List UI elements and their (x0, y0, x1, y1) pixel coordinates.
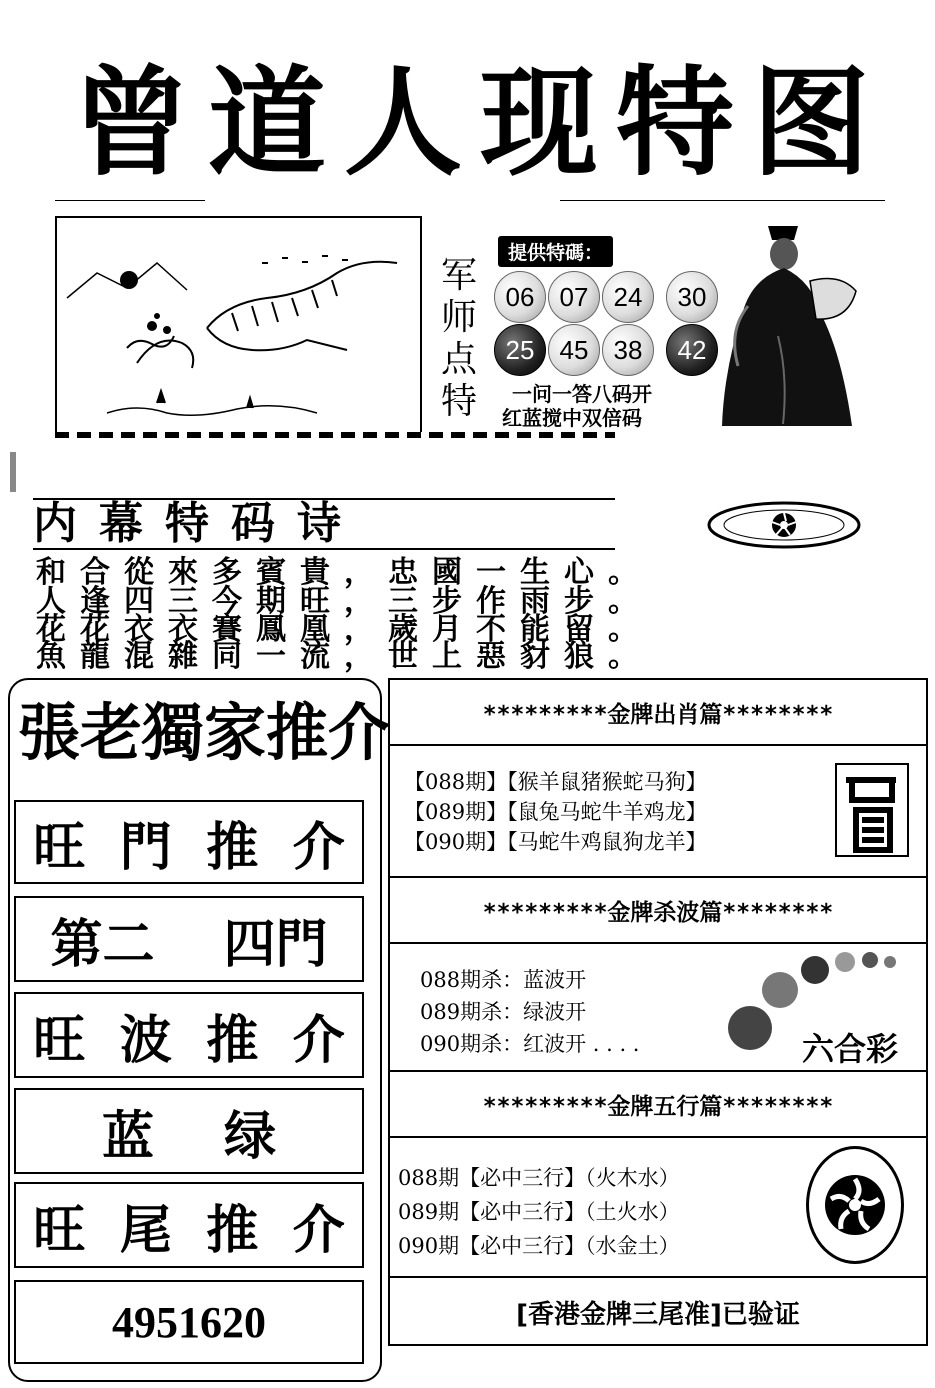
element-line: 089期【必中三行】（土火水） (398, 1200, 680, 1224)
poem-line: 和合從來多賓貴，忠國一生心。 (36, 555, 652, 590)
recommend-char: 推 (206, 816, 259, 878)
special-number-badge: 提供特碼： (498, 236, 613, 267)
number-ball: 06 (494, 271, 546, 323)
hk-emblem-banner-drawing (706, 500, 862, 550)
recommend-char: 旺 (33, 1199, 86, 1261)
hint-line-1: 一问一答八码开 (512, 382, 652, 406)
zodiac-line: 【090期】【马蛇牛鸡鼠狗龙羊】 (404, 830, 707, 854)
title-rule-left (55, 200, 205, 201)
strategist-label-char: 师 (440, 297, 477, 338)
recommend-char: 尾 (119, 1199, 172, 1261)
hk-emblem-banner (706, 500, 862, 550)
recommend-row (14, 896, 364, 982)
hint-line-2: 红蓝搅中双倍码 (502, 406, 642, 430)
recommend-char: 蓝 (101, 1105, 154, 1167)
number-ball: 45 (548, 324, 600, 376)
element-line: 090期【必中三行】（水金土） (398, 1234, 680, 1258)
recommend-char: 介 (292, 816, 345, 878)
number-ball: 07 (548, 271, 600, 323)
recommend-char: 四門 (223, 913, 328, 975)
recommend-row (14, 1280, 364, 1364)
strategist-label-char: 特 (440, 381, 477, 422)
hk-emblem-icon (806, 1146, 904, 1264)
section-divider (390, 1276, 926, 1278)
title-rule-right (560, 200, 885, 201)
right-gold-panel (388, 678, 928, 1346)
zodiac-header: *********金牌出肖篇******** (390, 680, 926, 746)
recommend-char: 旺 (33, 1009, 86, 1071)
number-ball: 30 (666, 271, 718, 323)
verified-banner: [香港金牌三尾准]已验证 (516, 1299, 800, 1330)
recommend-row (14, 1088, 364, 1174)
recommend-char: 推 (206, 1009, 259, 1071)
element-header: *********金牌五行篇******** (390, 1072, 926, 1138)
recommend-char: 門 (119, 816, 172, 878)
left-panel-title: 張老獨家推介 (18, 696, 391, 769)
number-ball: 24 (602, 271, 654, 323)
recommend-char: 推 (206, 1199, 259, 1261)
number-ball: 42 (666, 324, 718, 376)
edge-mark (10, 452, 16, 492)
strategist-label-char: 点 (440, 339, 477, 380)
recommend-row (14, 992, 364, 1078)
wave-line: 088期杀：蓝波开 (420, 968, 587, 992)
tiger-sketch-drawing (57, 218, 420, 432)
recommend-row (14, 800, 364, 884)
wave-line: 089期杀：绿波开 (420, 1000, 587, 1024)
wave-header: *********金牌杀波篇******** (390, 878, 926, 944)
zodiac-line: 【089期】【鼠兔马蛇牛羊鸡龙】 (404, 800, 707, 824)
dragon-character-drawing (832, 760, 912, 860)
recommend-char: 第二 (50, 913, 155, 975)
poem-line: 花花衣衣賽鳳凰，歲月不能留。 (36, 612, 652, 647)
sage-figure-drawing (718, 216, 863, 426)
poem-line: 魚龍混雜同一流，世上惡豺狼。 (36, 639, 652, 674)
hk-emblem-drawing (809, 1149, 901, 1261)
tiger-sketch-image (55, 216, 422, 434)
recommend-row (14, 1182, 364, 1268)
zodiac-line: 【088期】【猴羊鼠猪猴蛇马狗】 (404, 770, 707, 794)
recommend-char: 介 (292, 1009, 345, 1071)
recommend-char: 介 (292, 1199, 345, 1261)
torn-text-strip (55, 432, 615, 438)
dragon-character-image (832, 760, 912, 860)
number-ball: 25 (494, 324, 546, 376)
strategist-label (436, 255, 482, 423)
number-ball: 38 (602, 324, 654, 376)
page-title: 曾道人现特图 (71, 53, 888, 192)
sage-figure-image (718, 216, 863, 426)
mark-six-logo-text: 六合彩 (802, 1030, 899, 1068)
strategist-label-char: 军 (440, 255, 477, 296)
recommend-char: 波 (119, 1009, 172, 1071)
poem-line: 人逢四三今期旺，三步作雨步。 (36, 584, 652, 619)
poem-title: 内幕特码诗 (33, 498, 615, 550)
element-line: 088期【必中三行】（火木水） (398, 1166, 680, 1190)
wave-line: 090期杀：红波开 . . . . (420, 1032, 640, 1056)
recommend-char: 绿 (224, 1105, 277, 1167)
tail-number: 4951620 (112, 1297, 266, 1347)
recommend-char: 旺 (33, 816, 86, 878)
